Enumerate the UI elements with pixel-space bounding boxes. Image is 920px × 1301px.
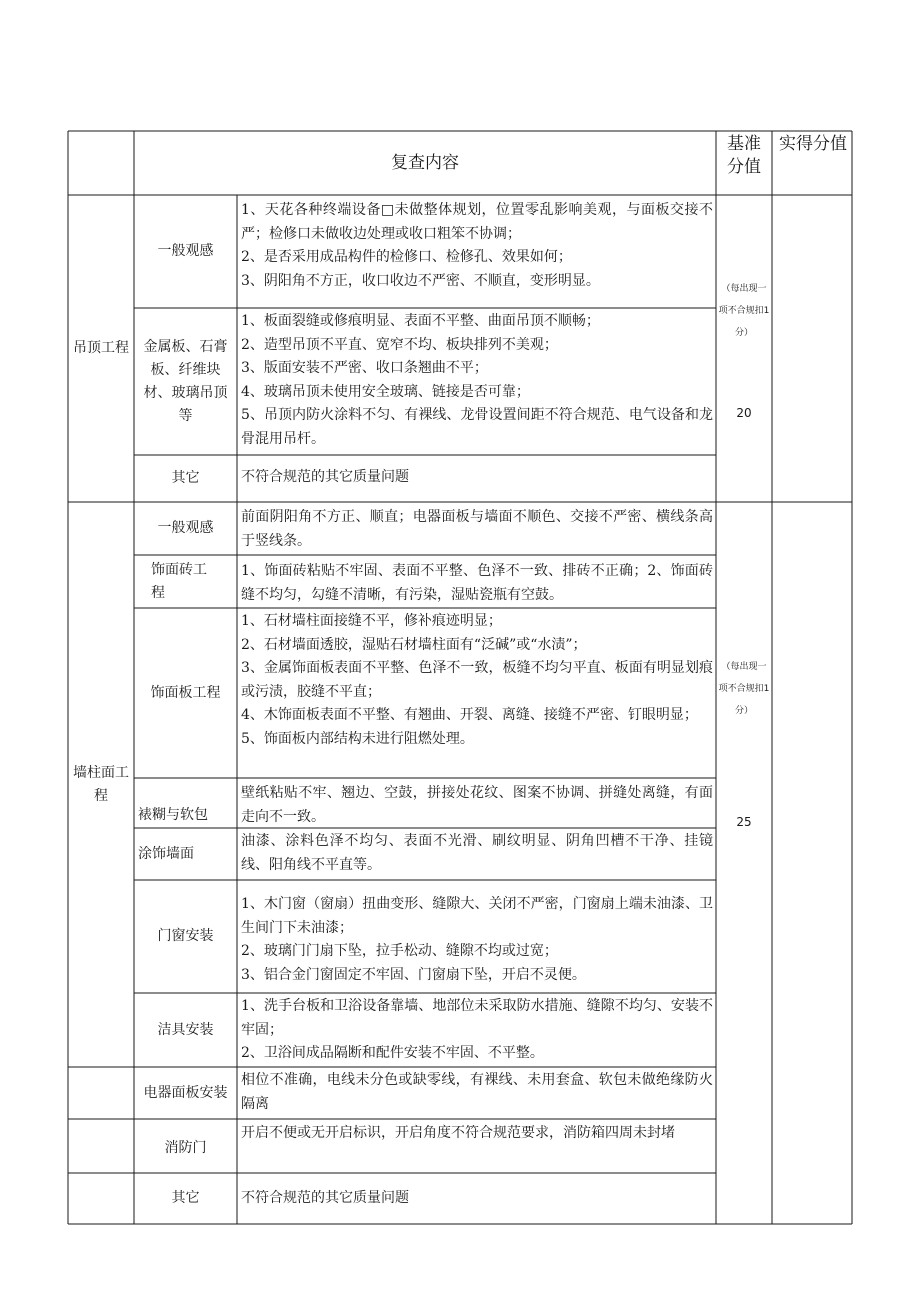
category-label: 一般观感: [157, 520, 214, 536]
description-item: 2、卫浴间成品隔断和配件安装不牢固、不平整。: [241, 1045, 544, 1061]
description-item: 3、金属饰面板表面不平整、色泽不一致，板缝不均匀平直、板面有明显划痕或污渍，胶缝不平直；: [241, 660, 713, 700]
description-item: 1、洗手台板和卫浴设备靠墙、地部位未采取防水措施、缝隙不均匀、安装不牢固；: [241, 998, 713, 1038]
description-cell: [237, 782, 716, 829]
category-label: 一般观感: [157, 243, 214, 259]
description-item: 5、吊顶内防火涂料不匀、有裸线、龙骨设置间距不符合规范、电气设备和龙骨混用吊杆。: [241, 407, 713, 447]
category-label: 消防门: [164, 1139, 207, 1156]
description-item: 壁纸粘贴不牢、翘边、空鼓，拼接处花纹、图案不协调、拼缝处离缝，有面走向不一致。: [241, 785, 713, 825]
description-item: 2、石材墙面透胶，湿贴石材墙柱面有“泛碱”或“水渍”；: [241, 636, 587, 653]
description-cell: [237, 830, 716, 877]
deduction-note: （每出现一项不合规扣1分）: [718, 284, 770, 338]
description-item: 相位不准确，电线未分色或缺零线，有裸线、未用套盒、软包未做绝缘防火隔离: [241, 1072, 713, 1112]
description-item: 1、饰面砖粘贴不牢固、表面不平整、色泽不一致、排砖不正确；2、饰面砖缝不均匀，勾缝不清晰，有污染，湿贴瓷瓶有空鼓。: [241, 563, 713, 603]
category-label: 门窗安装: [157, 928, 214, 944]
description-item: 1、板面裂缝或修痕明显、表面不平整、曲面吊顶不顺畅；: [241, 313, 600, 329]
deduction-note: （每出现一项不合规扣1分）: [718, 662, 770, 716]
description-item: 2、造型吊顶不平直、宽窄不均、板块排列不美观；: [241, 336, 558, 353]
description-item: 1、木门窗（窗扇）扭曲变形、缝隙大、关闭不严密，门窗扇上端未油漆、卫生间门下未油漆；: [241, 896, 713, 936]
description-item: 3、版面安装不严密、收口条翘曲不平；: [241, 360, 488, 376]
description-item: 开启不便或无开启标识，开启角度不符合规范要求，消防箱四周未封堵: [241, 1125, 675, 1141]
description-item: 5、饰面板内部结构未进行阻燃处理。: [241, 730, 474, 747]
category-label: 饰面板工程: [150, 684, 221, 701]
actual-score-header: 实得分值: [779, 134, 847, 154]
description-cell: [237, 1069, 716, 1116]
description-item: 3、铝合金门窗固定不牢固、门窗扇下坠，开启不灵便。: [241, 966, 586, 983]
description-cell: [237, 1187, 716, 1211]
description-item: 4、木饰面板表面不平整、有翘曲、开裂、离缝、接缝不严密、钉眼明显；: [241, 707, 698, 723]
category-label: 其它: [171, 470, 200, 486]
description-cell: [237, 310, 716, 451]
description-cell: [237, 1122, 716, 1146]
base-score-value: 25: [736, 815, 752, 829]
category-label: 饰面砖工程: [151, 561, 207, 601]
category-label: 其它: [171, 1190, 200, 1206]
description-cell: [237, 610, 716, 751]
content-header-text: 复查内容: [391, 152, 459, 173]
description-cell: [237, 995, 716, 1066]
description-item: 4、玻璃吊顶未使用安全玻璃、链接是否可靠；: [241, 383, 530, 400]
category-label: 洁具安装: [157, 1021, 214, 1038]
section-name: 吊顶工程: [73, 340, 129, 356]
description-item: 2、是否采用成品构件的检修口、检修孔、效果如何；: [241, 249, 572, 265]
description-item: 前面阴阳角不方正、顺直；电器面板与墙面不顺色、交接不严密、横线条高于竖线条。: [241, 509, 713, 549]
description-item: 不符合规范的其它质量问题: [241, 469, 409, 485]
description-cell: [237, 466, 716, 490]
category-label: 裱糊与软包: [138, 807, 208, 823]
description-item: 3、阴阳角不方正，收口收边不严密、不顺直，变形明显。: [241, 272, 600, 289]
description-item: 油漆、涂料色泽不均匀、表面不光滑、刷纹明显、阴角凹槽不干净、挂镜线、阳角线不平直等。: [241, 833, 713, 873]
base-score-value: 20: [736, 406, 752, 420]
description-cell: [237, 506, 716, 553]
content-header: [134, 131, 716, 195]
category-label: 电器面板安装: [143, 1084, 228, 1101]
description-cell: [237, 893, 716, 987]
description-item: 1、石材墙柱面接缝不平，修补痕迹明显；: [241, 613, 502, 629]
category-label: 金属板、石膏板、纤维块材、玻璃吊顶等: [143, 338, 228, 424]
section-name: 墙柱面工程: [73, 764, 129, 804]
description-item: 不符合规范的其它质量问题: [241, 1190, 409, 1206]
base-score-header: 基准分值: [727, 134, 761, 177]
description-cell: [237, 199, 716, 293]
category-label: 涂饰墙面: [138, 845, 194, 862]
description-item: 2、玻璃门门扇下坠，拉手松动、缝隙不均或过宽；: [241, 943, 558, 959]
description-item: 1、天花各种终端设备□未做整体规划，位置零乱影响美观，与面板交接不严；检修口未做收边处理或收口粗笨不协调；: [241, 202, 713, 242]
description-cell: [237, 560, 716, 607]
